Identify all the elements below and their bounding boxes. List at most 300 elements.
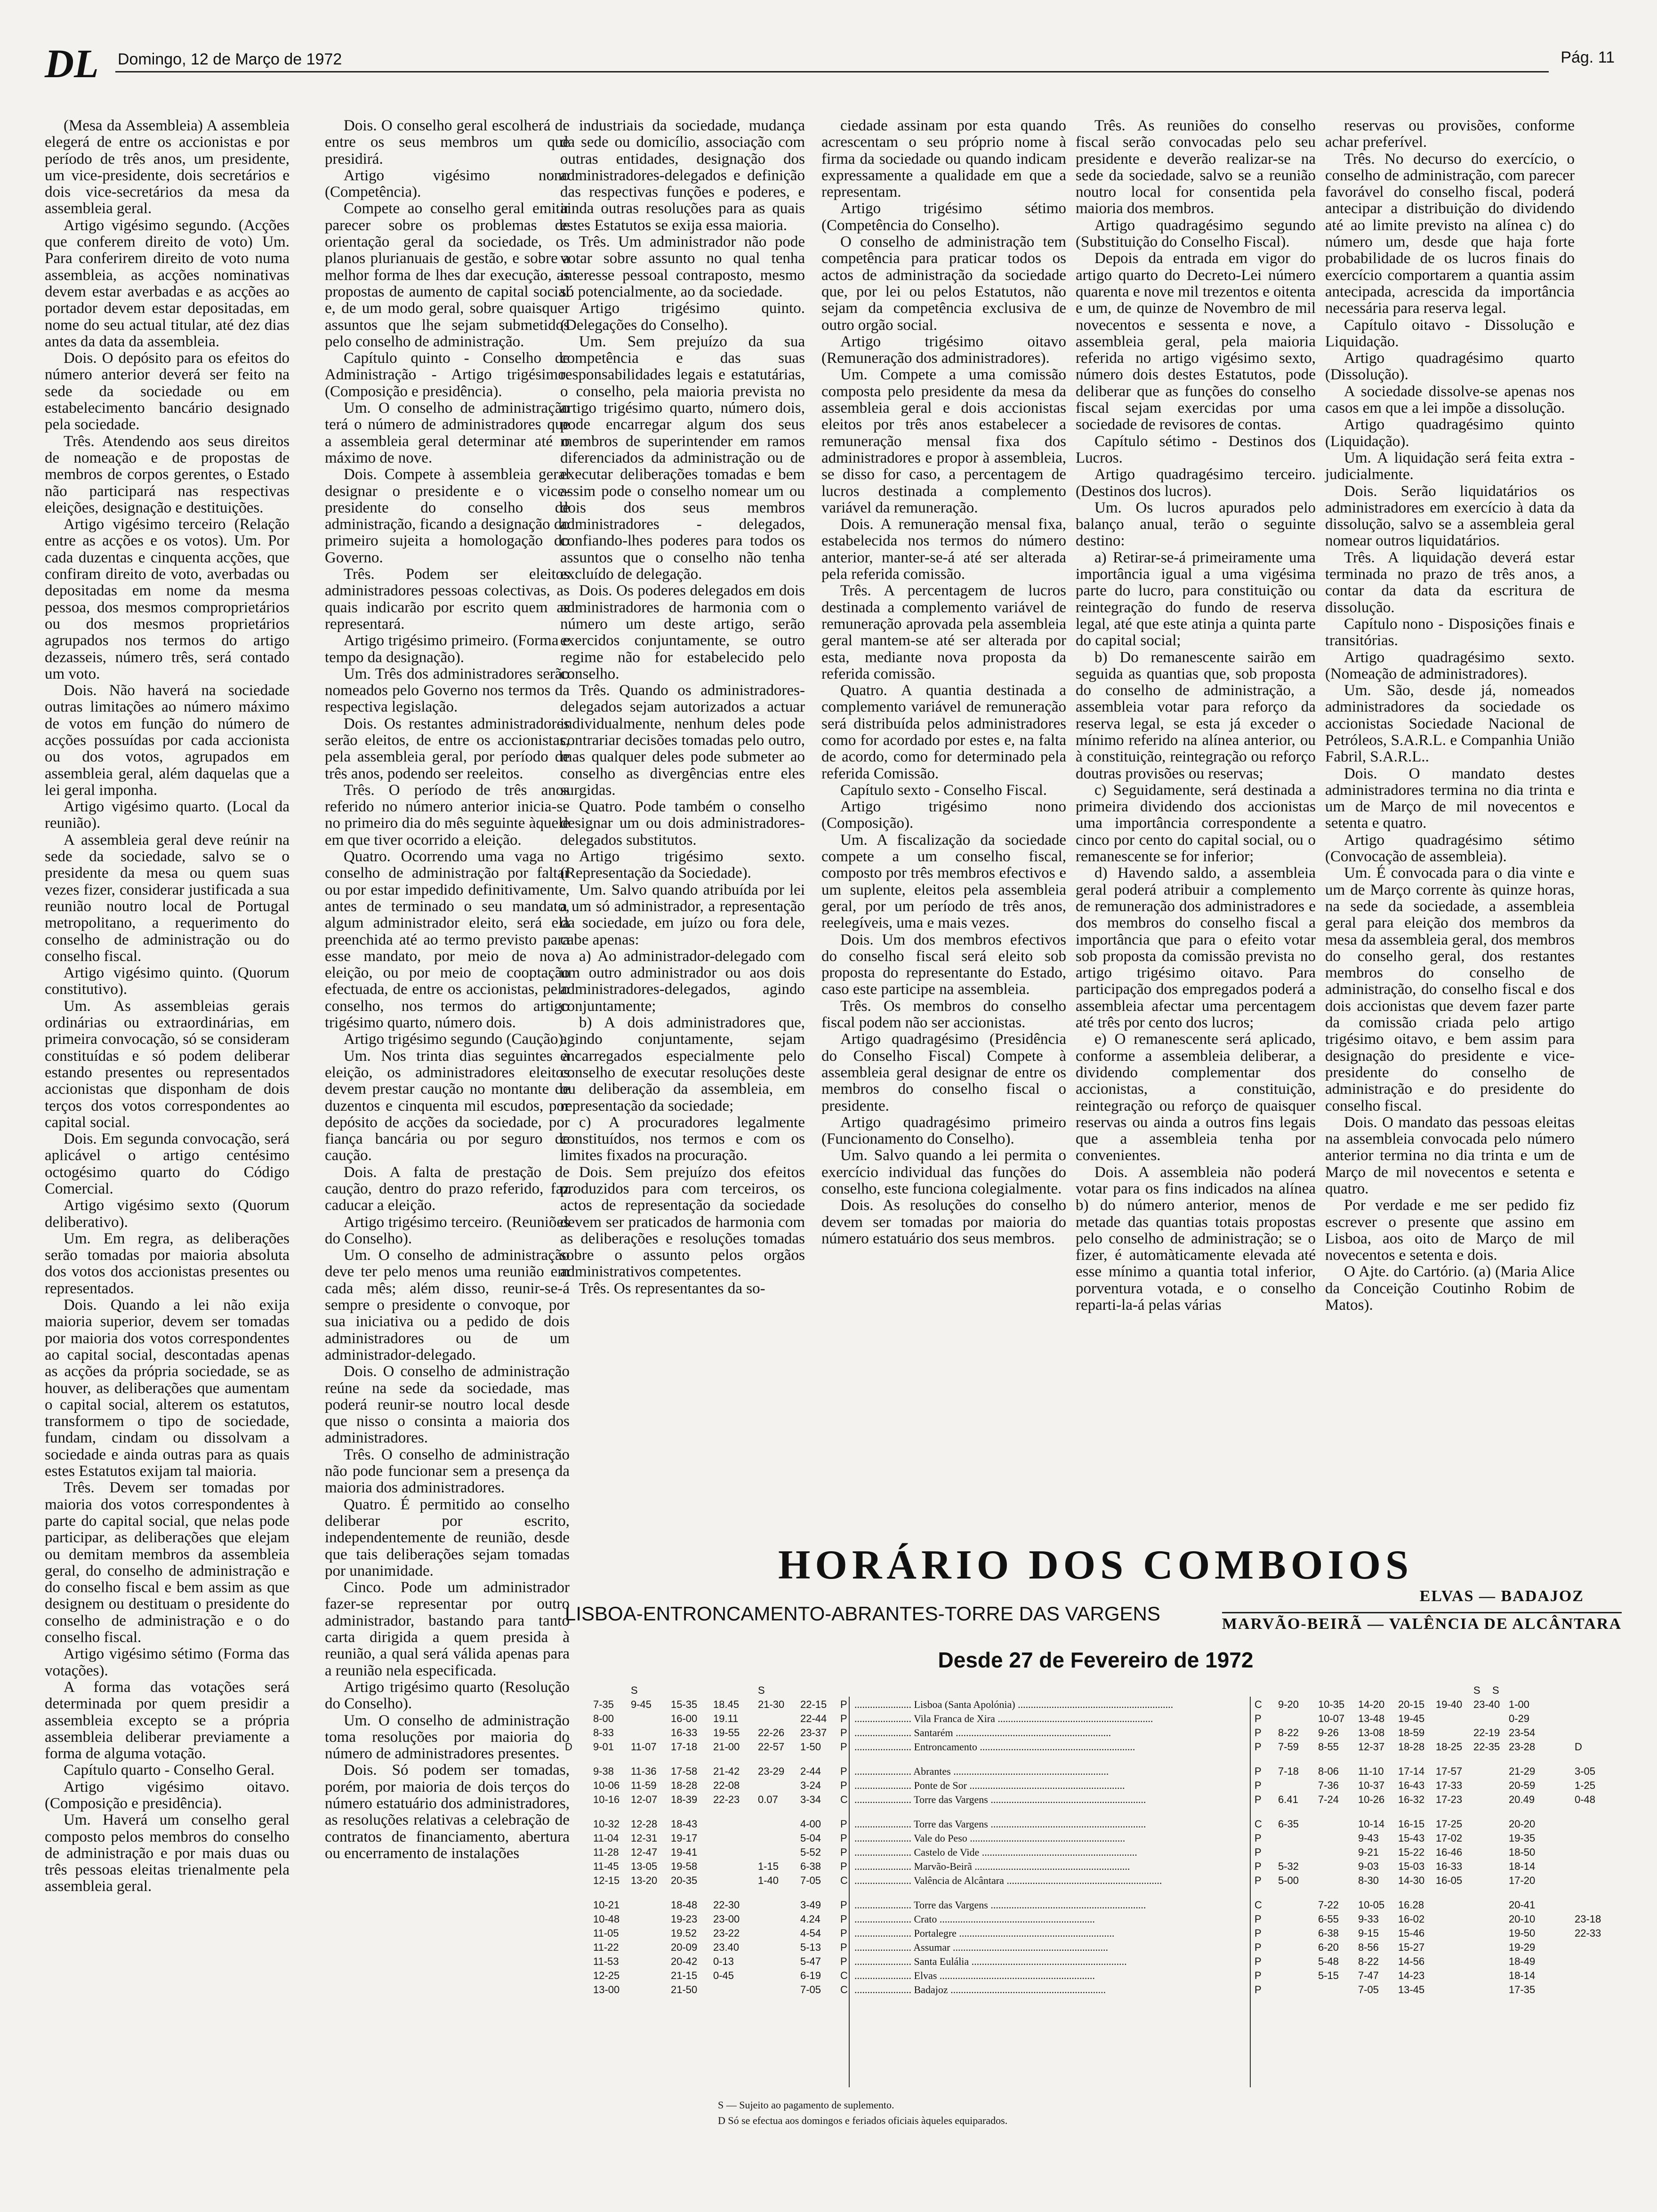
departure-time: 11-28 [593, 1846, 619, 1858]
departure-time: 21-00 [713, 1741, 740, 1753]
paragraph: Um. Nos trinta dias seguintes à eleição, os administradores eleitos devem prestar caução no montante de duzentos e cinquenta mil escudos, por depósito de acções da sociedade, por fiança bancária ou por seguro de caução. [325, 1047, 570, 1164]
departure-time: 4-54 [800, 1927, 821, 1939]
departure-time: 12-07 [631, 1794, 658, 1805]
departure-time: 0-13 [713, 1956, 734, 1967]
paragraph: c) A procuradores legalmente constituídos, nos termos e com os limites fixados na procuração. [560, 1114, 805, 1164]
timetable-row [563, 1844, 1629, 1859]
train-class: P [1255, 1713, 1262, 1724]
paragraph: Dois. A falta de prestação de caução, dentro do prazo referido, faz caducar a eleição. [325, 1163, 570, 1214]
arrival-time: 10-37 [1358, 1779, 1385, 1791]
paragraph: reservas ou provisões, conforme achar preferível. [1325, 117, 1575, 151]
departure-time: 13-00 [593, 1984, 620, 1996]
paragraph: Um. É convocada para o dia vinte e um de Março corrente às quinze horas, na sede da sociedade, a assembleia geral para eleição dos membros da mesa da assembleia geral, dos membros do conselho geral, dos restantes membros do conselho de administração, do conselho fiscal e dos dois accionistas que devem fazer parte da comissão criada pelo artigo trigésimo oitavo, e bem assim para designação do presidente e vice-presidente do conselho de administração e do presidente do conselho fiscal. [1325, 865, 1575, 1114]
train-class: P [840, 1699, 847, 1710]
newspaper-logo: DL [45, 41, 99, 86]
supplement-marker: S [758, 1684, 765, 1696]
paragraph: O conselho de administração tem competência para praticar todos os actos de administração da sociedade que, por lei ou pelos Estatutos, não sejam da competência exclusiva de outro orgão social. [821, 233, 1066, 334]
arrival-time: 17-14 [1398, 1765, 1425, 1777]
arrival-time: 16-02 [1398, 1913, 1425, 1925]
departure-time: 9-45 [631, 1699, 652, 1710]
train-class: P [1255, 1860, 1262, 1872]
block-gap [563, 1887, 1629, 1897]
arrival-time: 10-05 [1358, 1899, 1385, 1911]
paragraph: Artigo trigésimo quinto. (Delegações do Conselho). [560, 300, 805, 334]
paragraph: Três. Os representantes da so- [579, 1280, 765, 1297]
train-class: P [840, 1779, 847, 1791]
departure-time: 11-22 [593, 1941, 619, 1953]
train-class: P [1255, 1875, 1262, 1886]
arrival-time: 18-25 [1436, 1741, 1463, 1753]
arrival-time: 19-29 [1509, 1941, 1536, 1953]
paragraph: ciedade assinam por esta quando acrescentam o seu próprio nome à firma da sociedade ou quando indicam expressamente a qualidade em que a representam. [821, 117, 1066, 201]
train-class: P [1255, 1727, 1262, 1739]
departure-time: 6-19 [800, 1970, 821, 1981]
paragraph: Dois. A remuneração mensal fixa, estabelecida nos termos do número anterior, manter-se-á até ser alterada pela referida comissão. [821, 516, 1066, 583]
station-name: ...................... Lisboa (Santa Apolónia) ............................................................ [854, 1699, 1174, 1710]
timetable-row [563, 1725, 1629, 1739]
departure-time: 16-00 [671, 1713, 698, 1724]
arrival-time: 9-43 [1358, 1832, 1379, 1844]
arrival-time: 14-20 [1358, 1699, 1385, 1710]
paragraph: Artigo quadragésimo quarto (Dissolução). [1325, 350, 1575, 384]
departure-time: 16-33 [671, 1727, 698, 1739]
departure-time: 23.40 [713, 1941, 740, 1953]
departure-time: 22-26 [758, 1727, 785, 1739]
train-class: C [840, 1794, 848, 1805]
train-class: C [1255, 1699, 1262, 1710]
departure-time: 3-24 [800, 1779, 821, 1791]
timetable-table [563, 1683, 1629, 1996]
arrival-time: 18-28 [1398, 1741, 1425, 1753]
header-rule [115, 71, 1549, 72]
paragraph: Três. O conselho de administração não pode funcionar sem a presença da maioria dos administradores. [325, 1446, 570, 1497]
arrival-time: 10-07 [1318, 1713, 1345, 1724]
paragraph: Dois. O depósito para os efeitos do número anterior deverá ser feito na sede da sociedade ou em estabelecimento bancário designado pela sociedade. [45, 350, 290, 433]
departure-time: 18.45 [713, 1699, 740, 1710]
timetable-row [563, 1873, 1629, 1887]
arrival-time: 20-59 [1509, 1779, 1536, 1791]
station-name: ...................... Torre das Vargens ............................................................ [854, 1899, 1146, 1911]
train-class: P [1255, 1956, 1262, 1967]
arrival-time: 6-35 [1278, 1818, 1299, 1830]
train-class: P [840, 1927, 847, 1939]
train-class: P [1255, 1794, 1262, 1805]
departure-time: 13-20 [631, 1875, 658, 1886]
paragraph: Dois. O mandato das pessoas eleitas na assembleia convocada pelo número anterior termina no dia trinta e um de Março de mil novecentos e setenta e quatro. [1325, 1114, 1575, 1197]
arrival-time: 14-56 [1398, 1956, 1425, 1967]
article-column-1 [45, 118, 290, 2188]
arrival-time: 20.49 [1509, 1794, 1535, 1805]
arrival-time: 19-35 [1509, 1832, 1536, 1844]
paragraph: Dois. O conselho geral escolherá de entre os seus membros um que presidirá. [325, 117, 570, 168]
train-class: P [1255, 1927, 1262, 1939]
arrival-time: 6-20 [1318, 1941, 1339, 1953]
arrival-time: 17-02 [1436, 1832, 1463, 1844]
paragraph: O Ajte. do Cartório. (a) (Maria Alice da Conceição Coutinho Robim de Matos). [1325, 1263, 1575, 1314]
timetable-title: HORÁRIO DOS COMBOIOS [778, 1542, 1414, 1588]
train-class: C [840, 1875, 848, 1886]
paragraph: Dois. Em segunda convocação, será aplicável o artigo centésimo octogésimo quarto do Código Comercial. [45, 1130, 290, 1197]
arrival-time: 8-56 [1358, 1941, 1379, 1953]
arrival-time: 8-06 [1318, 1765, 1339, 1777]
paragraph: Três. O período de três anos referido no número anterior inicia-se no primeiro dia do mês seguinte àquele em que tiver ocorrido a eleição. [325, 781, 570, 849]
paragraph: Artigo trigésimo segundo (Caução). [344, 1031, 567, 1048]
departure-time: 21-30 [758, 1699, 785, 1710]
station-name: ...................... Ponte de Sor ............................................................ [854, 1779, 1125, 1791]
departure-time: 10-06 [593, 1779, 620, 1791]
paragraph: Compete ao conselho geral emitir parecer sobre os problemas de orientação geral da sociedade, os planos plurianuais de gestão, e sobre a melhor forma de lhes dar execução, as propostas de aumento de capital social e, de um modo geral, sobre quaisquer assuntos que lhe sejam submetidos pelo conselho de administração. [325, 200, 570, 350]
paragraph: A forma das votações será determinada por quem presidir a assembleia excepto se a própria assembleia deliberar previamente a forma de alguma votação. [45, 1678, 290, 1763]
departure-time: 20-35 [671, 1875, 698, 1886]
arrival-time: 9-26 [1318, 1727, 1339, 1739]
departure-time: 19-55 [713, 1727, 740, 1739]
train-class: P [840, 1727, 847, 1739]
arrival-time: 12-37 [1358, 1741, 1385, 1753]
paragraph: Um. Salvo quando a lei permita o exercício individual das funções do conselho, este funciona colegialmente. [821, 1147, 1066, 1197]
arrival-time: 5-32 [1278, 1860, 1299, 1872]
arrival-time: 15-22 [1398, 1846, 1425, 1858]
departure-time: 6-38 [800, 1860, 821, 1872]
arrival-time: 19-50 [1509, 1927, 1536, 1939]
paragraph: Três. As reuniões do conselho fiscal serão convocadas pelo seu presidente e deverão realizar-se na sede da sociedade, salvo se a reunião noutro local for consentida pela maioria dos membros. [1076, 117, 1316, 217]
train-class: P [840, 1818, 847, 1830]
station-name: ...................... Santarém ............................................................ [854, 1727, 1111, 1739]
arrival-time: 9-20 [1278, 1699, 1299, 1710]
station-name: ...................... Badajoz ............................................................ [854, 1984, 1106, 1996]
arrival-time: 23-28 [1509, 1741, 1536, 1753]
departure-time: 5-52 [800, 1846, 821, 1858]
arrival-time: 17-25 [1436, 1818, 1463, 1830]
departure-time: 1-40 [758, 1875, 779, 1886]
arrival-time: 15-46 [1398, 1927, 1425, 1939]
departure-time: 12-47 [631, 1846, 658, 1858]
departure-time: 19-17 [671, 1832, 698, 1844]
paragraph: a) Ao administrador-delegado com um outro administrador ou aos dois administradores-delegados, agindo conjuntamente; [560, 947, 805, 1015]
extra-time: D [1575, 1741, 1582, 1753]
paragraph: Dois. Um dos membros efectivos do conselho fiscal será eleito sob proposta do representante do Estado, caso este participe na assembleia. [821, 931, 1066, 998]
paragraph: Dois. Os restantes administradores serão eleitos, de entre os accionistas, pela assembleia geral, por período de três anos, podendo ser reeleitos. [325, 715, 570, 782]
departure-time: 10-21 [593, 1899, 620, 1911]
arrival-time: 15-27 [1398, 1941, 1425, 1953]
arrival-time: 10-26 [1358, 1794, 1385, 1805]
departure-time: 0-45 [713, 1970, 734, 1981]
article-column-3 [560, 118, 805, 1525]
departure-time: 11-05 [593, 1927, 619, 1939]
paragraph: Artigo trigésimo terceiro. (Reuniões do Conselho). [325, 1213, 570, 1247]
station-name: ...................... Torre das Vargens ............................................................ [854, 1794, 1146, 1805]
paragraph: Artigo trigésimo sétimo (Competência do Conselho). [821, 200, 1066, 234]
supplement-marker: S [1473, 1684, 1480, 1696]
timetable-row [563, 1830, 1629, 1844]
extra-time: 23-18 [1575, 1913, 1601, 1925]
paragraph: Artigo trigésimo oitavo (Remuneração dos administradores). [821, 333, 1066, 367]
paragraph: Um. A fiscalização da sociedade compete a um conselho fiscal, composto por três membros efectivos e um suplente, eleitos pela assembleia geral, por um período de três anos, reelegíveis, uma e mais vezes. [821, 831, 1066, 932]
departure-time: 19.11 [713, 1713, 739, 1724]
paragraph: Um. Compete a uma comissão composta pelo presidente da mesa da assembleia geral e dois accionistas eleitos por três anos estabelecer a remuneração mensal fixa dos administradores e propor à assembleia, se disso for caso, a percentagem de lucros destinada a complemento variável da remuneração. [821, 366, 1066, 516]
paragraph: Dois. Os poderes delegados em dois administradores de harmonia com o número um deste artigo, serão exercidos conjuntamente, se outro regime não for estabelecido pelo conselho. [560, 582, 805, 682]
departure-time: 3-34 [800, 1794, 821, 1805]
paragraph: Dois. O conselho de administração reúne na sede da sociedade, mas poderá reunir-se noutro local desde que nisso o consinta a maioria dos administradores. [325, 1363, 570, 1447]
article-column-2 [325, 117, 570, 1862]
arrival-time: 18-49 [1509, 1956, 1536, 1967]
paragraph: Dois. As resoluções do conselho devem ser tomadas por maioria do número estatuário dos seus membros. [821, 1197, 1066, 1247]
paragraph: Um. Três dos administradores serão nomeados pelo Governo nos termos da respectiva legislação. [325, 665, 570, 716]
departure-time: 5-04 [800, 1832, 821, 1844]
departure-time: 22-15 [800, 1699, 827, 1710]
arrival-time: 20-10 [1509, 1913, 1536, 1925]
arrival-time: 8-55 [1318, 1741, 1339, 1753]
departure-time: 17-58 [671, 1765, 698, 1777]
paragraph: Um. Sem prejuízo da sua competência e das suas responsabilidades legais e estatutárias, o conselho, pela maioria prevista no artigo trigésimo quarto, número dois, pode encarregar algum dos seus membros de superintender em ramos diferenciados da administração ou de executar deliberações tomadas e bem assim pode o conselho nomear um ou dois dos seus membros administradores - delegados, confiando-lhes poderes para todos os assuntos que o conselho não tenha excluído de delegação. [560, 333, 805, 583]
article-column-5 [1076, 118, 1316, 1525]
departure-time: 19-23 [671, 1913, 698, 1925]
train-class: P [840, 1713, 847, 1724]
station-name: ...................... Castelo de Vide ............................................................ [854, 1846, 1137, 1858]
paragraph: Por verdade e me ser pedido fiz escrever o presente que assino em Lisboa, aos oito de Março de mil novecentos e setenta e dois. [1325, 1197, 1575, 1264]
paragraph: Artigo quadragésimo (Presidência do Conselho Fiscal) Compete à assembleia geral designar de entre os membros do conselho fiscal o presidente. [821, 1031, 1066, 1114]
paragraph: Quatro. A quantia destinada a complemento variável de remuneração será distribuída pelos administradores como for acordado por estes e, na falta de acordo, como for determinado pela referida Comissão. [821, 682, 1066, 782]
timetable-valid-since: Desde 27 de Fevereiro de 1972 [938, 1648, 1254, 1672]
train-class: P [840, 1956, 847, 1967]
departure-time: 19.52 [671, 1927, 697, 1939]
departure-time: 10-32 [593, 1818, 620, 1830]
departure-time: 19-41 [671, 1846, 698, 1858]
arrival-time: 13-48 [1358, 1713, 1385, 1724]
arrival-time: 18-50 [1509, 1846, 1536, 1858]
page-date: Domingo, 12 de Março de 1972 [118, 50, 342, 68]
note-marker: D [565, 1741, 572, 1753]
arrival-time: 8-30 [1358, 1875, 1379, 1886]
arrival-time: 5-48 [1318, 1956, 1339, 1967]
timetable-row [563, 1925, 1629, 1940]
train-class: P [1255, 1741, 1262, 1753]
arrival-time: 21-29 [1509, 1765, 1536, 1777]
station-name: ...................... Santa Eulália ............................................................ [854, 1956, 1127, 1967]
train-class: P [840, 1741, 847, 1753]
departure-time: 7-05 [800, 1984, 821, 1996]
paragraph: Artigo vigésimo segundo. (Acções que conferem direito de voto) Um. Para conferirem direito de voto numa assembleia, as acções nominativas devem estar averbadas e as acções ao portador devem estar depositadas, em nome do seu actual titular, até dez dias antes da data da assembleia. [45, 216, 290, 350]
departure-time: 12-25 [593, 1970, 620, 1981]
paragraph: Três. Devem ser tomadas por maioria dos votos correspondentes à parte do capital social, que nelas pode participar, as deliberações que elejam ou demitam membros da assembleia geral, do conselho de administração e do conselho fiscal e bem assim as que designem ou destituam o presidente do conselho de administração e o do conselho fiscal. [45, 1479, 290, 1646]
paragraph: Dois. Só podem ser tomadas, porém, por maioria de dois terços do número estatuário dos administradores, as resoluções relativas a celebração de contratos de financiamento, abertura ou encerramento de instalações [325, 1762, 570, 1862]
departure-time: 19-58 [671, 1860, 698, 1872]
paragraph: b) Do remanescente sairão em seguida as quantias que, sob proposta do conselho de administração, a assembleia votar para reforço da reserva legal, se esta já exceder o mínimo referido na alínea anterior, ou à constituição, reintegração ou reforço doutras provisões ou reservas; [1076, 649, 1316, 782]
paragraph: Três. Atendendo aos seus direitos de nomeação e de propostas de membros de corpos gerentes, o Estado não participará nas respectivas eleições, designação e destituições. [45, 433, 290, 516]
departure-time: 8-33 [593, 1727, 614, 1739]
timetable-row [563, 1954, 1629, 1968]
paragraph: Artigo trigésimo sexto. (Representação da Sociedade). [560, 848, 805, 882]
train-class: P [840, 1941, 847, 1953]
arrival-time: 18-14 [1509, 1860, 1536, 1872]
paragraph: b) A dois administradores que, agindo conjuntamente, sejam encarregados especialmente pelo conselho de executar resoluções deste ou deliberação da assembleia, em representação da sociedade; [560, 1014, 805, 1114]
station-name: ...................... Valência de Alcântara ............................................................ [854, 1875, 1162, 1886]
arrival-time: 7-59 [1278, 1741, 1299, 1753]
paragraph: Um. Os lucros apurados pelo balanço anual, terão o seguinte destino: [1076, 499, 1316, 550]
train-class: P [840, 1846, 847, 1858]
arrival-time: 17-57 [1436, 1765, 1463, 1777]
paragraph: (Mesa da Assembleia) A assembleia elegerá de entre os accionistas e por período de três anos, um presidente, um vice-presidente, dois secretários e dois vice-secretários da mesa da assembleia geral. [45, 117, 290, 217]
station-name: ...................... Assumar ............................................................ [854, 1941, 1108, 1953]
divider-right [1250, 1697, 1251, 2087]
arrival-time: 16-43 [1398, 1779, 1425, 1791]
departure-time: 22-57 [758, 1741, 785, 1753]
station-name: ...................... Vale do Peso ............................................................ [854, 1832, 1126, 1844]
departure-time: 11-59 [631, 1779, 657, 1791]
paragraph: Dois. A assembleia não poderá votar para os fins indicados na alínea b) do número anterior, menos de metade das quantias totais propostas pelo conselho de administração; se o fizer, é automàticamente elevada até esse mínimo a quantia total inferior, porventura votada, e o conselho reparti-la-á pelas várias [1076, 1163, 1316, 1314]
paragraph: Dois. Sem prejuízo dos efeitos produzidos para com terceiros, os actos de representação da sociedade devem ser praticados de harmonia com as deliberações e resoluções tomadas sobre o assunto pelos orgãos administrativos competentes. [560, 1163, 805, 1281]
paragraph: Artigo vigésimo quarto. (Local da reunião). [45, 798, 290, 832]
station-name: ...................... Torre das Vargens ............................................................ [854, 1818, 1146, 1830]
timetable-row [563, 1816, 1629, 1830]
arrival-time: 5-00 [1278, 1875, 1299, 1886]
divider-left [849, 1697, 850, 2087]
footnote-supplement: S — Sujeito ao pagamento de suplemento. [718, 2099, 894, 2111]
paragraph: Capítulo nono - Disposições finais e transitórias. [1325, 615, 1575, 649]
departure-time: 12-31 [631, 1832, 658, 1844]
train-class: P [1255, 1765, 1262, 1777]
paragraph: Cinco. Pode um administrador fazer-se representar por outro administrador, bastando para tanto carta dirigida a quem presida à reunião, a qual será válida apenas para a reunião nela especificada. [325, 1579, 570, 1679]
departure-time: 12-15 [593, 1875, 620, 1886]
arrival-time: 14-30 [1398, 1875, 1425, 1886]
timetable-row [563, 1968, 1629, 1982]
paragraph: Um. As assembleias gerais ordinárias ou extraordinárias, em primeira convocação, só se consideram constituídas e só podem deliberar estando presentes ou representados accionistas que disponham de dois terços dos votos correspondentes ao capital social. [45, 997, 290, 1131]
paragraph: Quatro. Pode também o conselho designar um ou dois administradores-delegados substitutos. [560, 798, 805, 849]
station-name: ...................... Marvão-Beirã ............................................................ [854, 1860, 1130, 1872]
departure-time: 9-38 [593, 1765, 614, 1777]
departure-time: 2-44 [800, 1765, 821, 1777]
departure-time: 12-28 [631, 1818, 658, 1830]
paragraph: Depois da entrada em vigor do artigo quarto do Decreto-Lei número quarenta e nove mil trezentos e oitenta e um, de quinze de Novembro de mil novecentos e sessenta e nove, a assembleia geral, pela maioria referida no artigo vigésimo sexto, número dois destes Estatutos, pode deliberar que as funções do conselho fiscal sejam exercidas por uma sociedade de revisores de contas. [1076, 250, 1316, 433]
timetable-row [563, 1778, 1629, 1792]
timetable-row [563, 1763, 1629, 1778]
station-name: ...................... Vila Franca de Xira ............................................................ [854, 1713, 1153, 1724]
arrival-time: 17-35 [1509, 1984, 1536, 1996]
extra-time: 22-33 [1575, 1927, 1601, 1939]
paragraph: Um. O conselho de administração deve ter pelo menos uma reunião em cada mês; além disso, reunir-se-á sempre o presidente o convoque, por sua iniciativa ou a pedido de dois administradores ou de um administrador-delegado. [325, 1247, 570, 1363]
arrival-time: 9-03 [1358, 1860, 1379, 1872]
arrival-time: 16-05 [1436, 1875, 1463, 1886]
departure-time: 23-22 [713, 1927, 740, 1939]
departure-time: 1-15 [758, 1860, 779, 1872]
station-name: ...................... Abrantes ............................................................ [854, 1765, 1109, 1777]
paragraph: Artigo vigésimo nono (Competência). [325, 167, 570, 201]
arrival-time: 1-00 [1509, 1699, 1530, 1710]
arrival-time: 13-08 [1358, 1727, 1385, 1739]
paragraph: a) Retirar-se-á primeiramente uma importância igual a uma vigésima parte do lucro, para constituição ou reintegração do fundo de reserva legal, até que este atinja a quinta parte do capital social; [1076, 549, 1316, 649]
paragraph: Dois. Compete à assembleia geral designar o presidente e o vice-presidente do conselho de administração, ficando a designação do primeiro sujeita a homologação do Governo. [325, 466, 570, 566]
station-name: ...................... Portalegre ............................................................ [854, 1927, 1115, 1939]
arrival-time: 8-22 [1358, 1956, 1379, 1967]
arrival-time: 7-47 [1358, 1970, 1379, 1981]
train-class: P [840, 1832, 847, 1844]
departure-time: 10-16 [593, 1794, 620, 1805]
paragraph: Artigo trigésimo quarto (Resolução do Conselho). [325, 1678, 570, 1713]
departure-time: 20-09 [671, 1941, 698, 1953]
arrival-time: 13-45 [1398, 1984, 1425, 1996]
arrival-time: 11-10 [1358, 1765, 1384, 1777]
arrival-time: 6-55 [1318, 1913, 1339, 1925]
arrival-time: 17-33 [1436, 1779, 1463, 1791]
paragraph: Artigo vigésimo terceiro (Relação entre as acções e os votos). Um. Por cada duzentas e cinquenta acções, que confiram direito de voto, averbadas ou depositadas em nome da mesma pessoa, dos mesmos comproprietários ou dos mesmos proprietários agrupados nos termos do artigo dezasseis, número três, será contado um voto. [45, 516, 290, 682]
train-class: C [840, 1970, 848, 1981]
arrival-time: 20-41 [1509, 1899, 1536, 1911]
paragraph: Artigo quadragésimo sexto. (Nomeação de administradores). [1325, 649, 1575, 682]
departure-time: 8-00 [593, 1713, 614, 1724]
arrival-time: 7-36 [1318, 1779, 1339, 1791]
arrival-time: 6.41 [1278, 1794, 1298, 1805]
departure-time: 7-35 [593, 1699, 614, 1710]
paragraph: Artigo quadragésimo terceiro. (Destinos dos lucros). [1076, 466, 1316, 500]
departure-time: 22-44 [800, 1713, 827, 1724]
departure-time: 18-39 [671, 1794, 698, 1805]
block-gap [563, 1806, 1629, 1816]
paragraph: Três. Os membros do conselho fiscal podem não ser accionistas. [821, 997, 1066, 1032]
block-gap [563, 1753, 1629, 1763]
arrival-time: 16-46 [1436, 1846, 1463, 1858]
arrival-time: 16-33 [1436, 1860, 1463, 1872]
arrival-time: 6-38 [1318, 1927, 1339, 1939]
paragraph: Um. O conselho de administração toma resoluções por maioria do número de administradores presentes. [325, 1712, 570, 1763]
paragraph: Artigo vigésimo sexto (Quorum deliberativo). [45, 1197, 290, 1231]
arrival-time: 7-24 [1318, 1794, 1339, 1805]
station-name: ...................... Crato ............................................................ [854, 1913, 1095, 1925]
route-right-bottom: MARVÃO-BEIRÃ — VALÊNCIA DE ALCÂNTARA [1222, 1612, 1622, 1633]
departure-time: 4-00 [800, 1818, 821, 1830]
paragraph: Artigo vigésimo oitavo. (Composição e presidência). [45, 1778, 290, 1812]
timetable-row [563, 1697, 1629, 1711]
arrival-time: 7-22 [1318, 1899, 1339, 1911]
timetable-row [563, 1940, 1629, 1954]
train-class: C [840, 1984, 848, 1996]
arrival-time: 9-15 [1358, 1927, 1379, 1939]
departure-time: 18-28 [671, 1779, 698, 1791]
paragraph: Um. Haverá um conselho geral composto pelos membros do conselho de administração e por mais duas ou três pessoas eleitas trienalmente pela assembleia geral. [45, 1811, 290, 1895]
paragraph: Dois. Quando a lei não exija maioria superior, devem ser tomadas por maioria dos votos correspondentes ao capital social, descontadas apenas as acções da própria sociedade, se as houver, as deliberações que aumentam o capital social, alterem os estatutos, transformem o tipo de sociedade, fundam, cindam ou dissolvam a sociedade e ainda outras para as quais estes Estatutos exijam tal maioria. [45, 1297, 290, 1480]
timetable-row [563, 1897, 1629, 1911]
timetable-row [563, 1859, 1629, 1873]
train-class: C [1255, 1899, 1262, 1911]
departure-time: 1-50 [800, 1741, 821, 1753]
paragraph: Um. A liquidação será feita extra - judicialmente. [1325, 449, 1575, 483]
paragraph: Artigo quadragésimo quinto (Liquidação). [1325, 416, 1575, 450]
paragraph: e) O remanescente será aplicado, conforme a assembleia deliberar, a dividendo complementar dos accionistas, a constituição, reintegração ou reforço de quaisquer reservas ou ainda a outros fins legais que a assembleia tenha por convenientes. [1076, 1031, 1316, 1164]
train-class: P [1255, 1779, 1262, 1791]
paragraph: Quatro. Ocorrendo uma vaga no conselho de administração por faltar ou por estar impedido definitivamente, antes de terminado o seu mandato, algum administrador eleito, será ela preenchida até ao termo previsto para esse mandato, por meio de nova eleição, ou por meio de cooptação efectuada, de entre os accionistas, pelo conselho, nos termos do artigo trigésimo quarto, número dois. [325, 848, 570, 1032]
paragraph: Um. Salvo quando atribuída por lei a um só administrador, a representação da sociedade, em juízo ou fora dele, cabe apenas: [560, 881, 805, 948]
page-number: Pág. 11 [1560, 48, 1615, 66]
arrival-time: 23-54 [1509, 1727, 1536, 1739]
arrival-time: 22-35 [1473, 1741, 1500, 1753]
page-header [45, 40, 1615, 86]
arrival-time: 5-15 [1318, 1970, 1339, 1981]
departure-time: 18-43 [671, 1818, 698, 1830]
train-class: P [1255, 1941, 1262, 1953]
train-timetable [563, 1541, 1629, 2130]
paragraph: Capítulo oitavo - Dissolução e Liquidação. [1325, 316, 1575, 350]
train-class: P [840, 1860, 847, 1872]
route-right-top: ELVAS — BADAJOZ [1419, 1587, 1584, 1605]
departure-time: 18-48 [671, 1899, 698, 1911]
paragraph: Três. No decurso do exercício, o conselho de administração, com parecer favorável do conselho fiscal, poderá antecipar a distribuição do dividendo até ao limite previsto na alínea c) do número um, desde que haja forte probabilidade de os lucros finais do exercício comportarem a quantia assim antecipada, acrescida da importância necessária para reserva legal. [1325, 150, 1575, 317]
train-class: P [1255, 1913, 1262, 1925]
departure-time: 11-36 [631, 1765, 657, 1777]
departure-time: 22-23 [713, 1794, 740, 1805]
paragraph: Artigo quadragésimo primeiro (Funcionamento do Conselho). [821, 1114, 1066, 1148]
footnote-sundays: D Só se efectua aos domingos e feriados oficiais àqueles equiparados. [718, 2115, 1008, 2126]
departure-time: 9-01 [593, 1741, 614, 1753]
paragraph: Três. A liquidação deverá estar terminada no prazo de três anos, a contar da data da escritura de dissolução. [1325, 549, 1575, 616]
paragraph: industriais da sociedade, mudança da sede ou domicílio, associação com outras entidades, designação dos administradores-delegados e definição das respectivas funções e poderes, e ainda outras resoluções para as quais estes Estatutos se exija essa maioria. [560, 117, 805, 234]
